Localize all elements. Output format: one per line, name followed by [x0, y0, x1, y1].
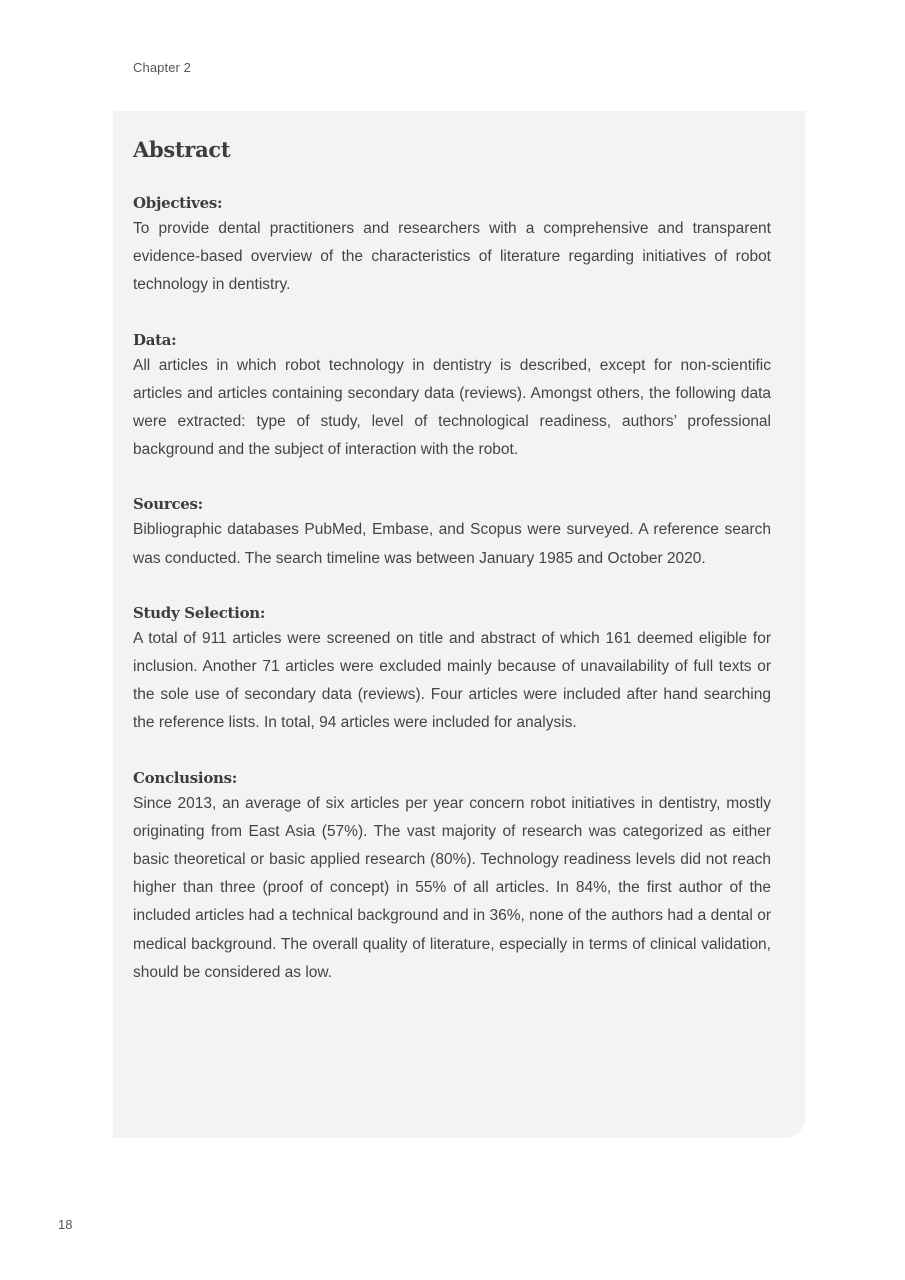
section-data: [133, 328, 771, 465]
section-heading-objectives: Objectives:: [133, 194, 223, 212]
section-body-conclusions: Since 2013, an average of six articles per year concern robot initiatives in dentistry, mostly originating from East Asia (57%). The vast majority of research was categorized as either basic theoretical or basic applied research (80%). Technology readiness levels did not reach higher than three (proof of concept) in 55% of all articles. In 84%, the first author of the included articles had a technical background and in 36%, none of the authors had a dental or medical background. The overall quality of literature, especially in terms of clinical validation, should be considered as low.: [133, 794, 771, 981]
section-body-study-selection: A total of 911 articles were screened on title and abstract of which 161 deemed eligible for inclusion. Another 71 articles were excluded mainly because of unavailability of full texts or the sole use of secondary data (reviews). Four articles were included after hand searching the reference lists. In total, 94 articles were included for analysis.: [133, 629, 771, 732]
page-number: 18: [58, 1217, 73, 1232]
section-body-objectives: To provide dental practitioners and researchers with a comprehensive and transparent evidence-based overview of the characteristics of literature regarding initiatives of robot technology in dentistry.: [133, 220, 771, 294]
section-study-selection: [133, 601, 771, 738]
section-sources: [133, 492, 771, 572]
section-body-sources: Bibliographic databases PubMed, Embase, and Scopus were surveyed. A reference search was conducted. The search timeline was between January 1985 and October 2020.: [133, 521, 771, 567]
section-heading-conclusions: Conclusions:: [133, 768, 238, 787]
running-header: Chapter 2: [133, 60, 191, 75]
section-heading-sources: Sources:: [133, 495, 203, 514]
section-heading-study-selection: Study Selection:: [133, 603, 266, 622]
section-conclusions: [133, 766, 771, 987]
abstract-title: Abstract: [133, 137, 231, 162]
section-objectives: [133, 191, 771, 300]
section-heading-data: Data:: [133, 330, 177, 349]
abstract-box: [113, 111, 805, 1138]
section-body-data: All articles in which robot technology in dentistry is described, except for non-scientific articles and articles containing secondary data (reviews). Amongst others, the following data were extracted: type of study, level of technological readiness, authors’ professional background and the subject of interaction with the robot.: [133, 356, 771, 459]
